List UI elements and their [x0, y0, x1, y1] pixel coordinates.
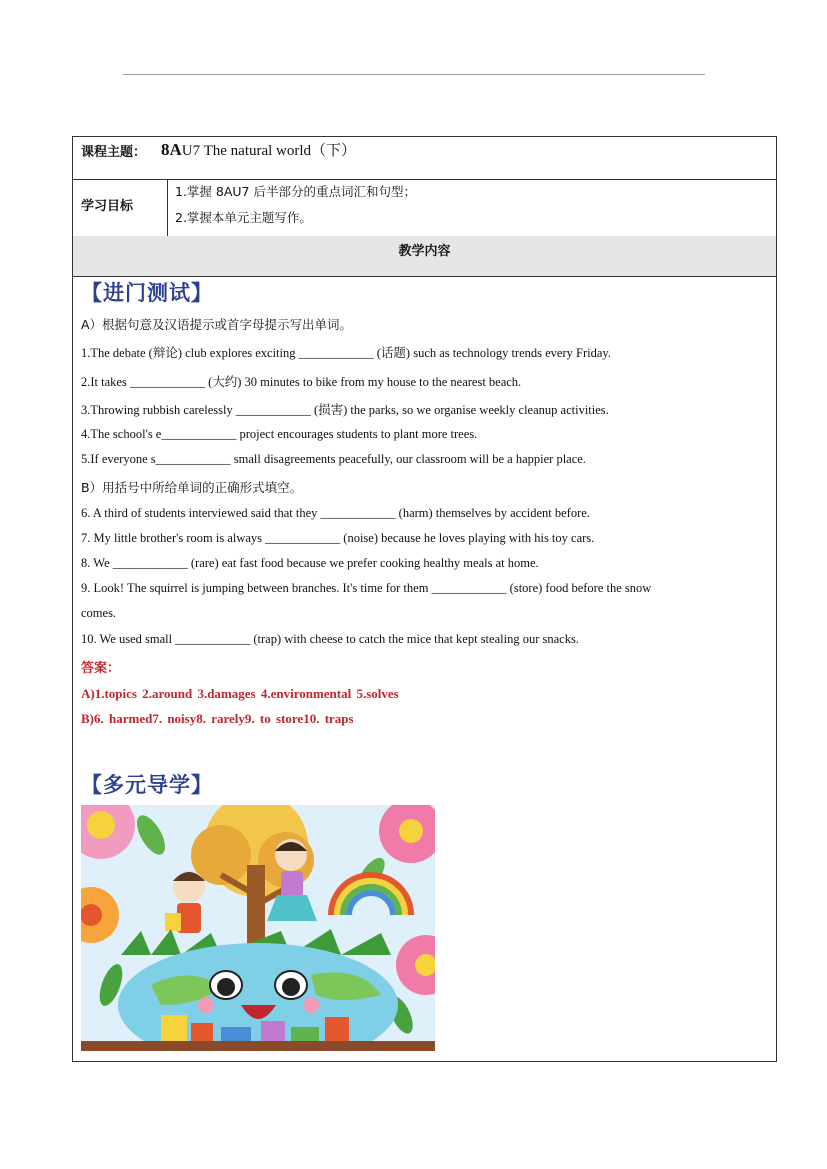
answers-part-b: B)6. harmed7. noisy8. rarely9. to store10. traps [81, 711, 354, 726]
question-line: 6. A third of students interviewed said that they ____________ (harm) themselves by accident before. [81, 506, 590, 520]
topic-rest: U7 The natural world（下） [181, 143, 357, 159]
lesson-table [72, 136, 777, 1062]
question-line: 1.The debate (辩论) club explores exciting ____________ (话题) such as technology trends every Friday. [81, 346, 611, 360]
part-b-instruction: B）用括号中所给单词的正确形式填空。 [81, 480, 303, 495]
question-line: 7. My little brother's room is always ____________ (noise) because he loves playing with his toy cars. [81, 531, 595, 545]
goal-item: 1.掌握 8AU7 后半部分的重点词汇和句型； [175, 184, 416, 199]
topic-value [161, 139, 356, 160]
part-a-instruction: A）根据句意及汉语提示或首字母提示写出单词。 [81, 317, 353, 332]
section-heading-entry-test: 【进门测试】 [81, 281, 213, 305]
question-line: 9. Look! The squirrel is jumping between branches. It's time for them ____________ (store) food before the snow [81, 581, 652, 595]
question-line: 5.If everyone s____________ small disagreements peacefully, our classroom will be a happier place. [81, 452, 586, 466]
question-line: 4.The school's e____________ project encourages students to plant more trees. [81, 427, 478, 441]
earth-children-drawing-icon [81, 805, 435, 1051]
question-line-continued: comes. [81, 606, 117, 620]
answers-part-a: A)1.topics 2.around 3.damages 4.environmental 5.solves [81, 686, 399, 701]
goals-divider [167, 179, 168, 236]
learning-goals-row [73, 179, 776, 237]
answers-label: 答案： [81, 661, 121, 676]
topic-prefix: 8A [161, 140, 182, 159]
course-topic-row [73, 137, 776, 180]
nature-illustration [81, 805, 435, 1051]
section-heading-guided-learning: 【多元导学】 [81, 773, 213, 797]
topic-label: 课程主题： [81, 145, 147, 160]
question-line: 8. We ____________ (rare) eat fast food because we prefer cooking healthy meals at home. [81, 556, 539, 570]
question-line: 3.Throwing rubbish carelessly ____________ (损害) the parks, so we organise weekly cleanup activities. [81, 403, 609, 417]
content-title: 教学内容 [398, 244, 451, 259]
question-line: 2.It takes ____________ (大约) 30 minutes to bike from my house to the nearest beach. [81, 375, 522, 389]
content-title-row [73, 236, 776, 277]
goals-label: 学习目标 [81, 199, 134, 214]
header-rule [123, 74, 705, 75]
goal-item: 2.掌握本单元主题写作。 [175, 210, 312, 225]
question-line: 10. We used small ____________ (trap) with cheese to catch the mice that kept stealing our snacks. [81, 632, 579, 646]
